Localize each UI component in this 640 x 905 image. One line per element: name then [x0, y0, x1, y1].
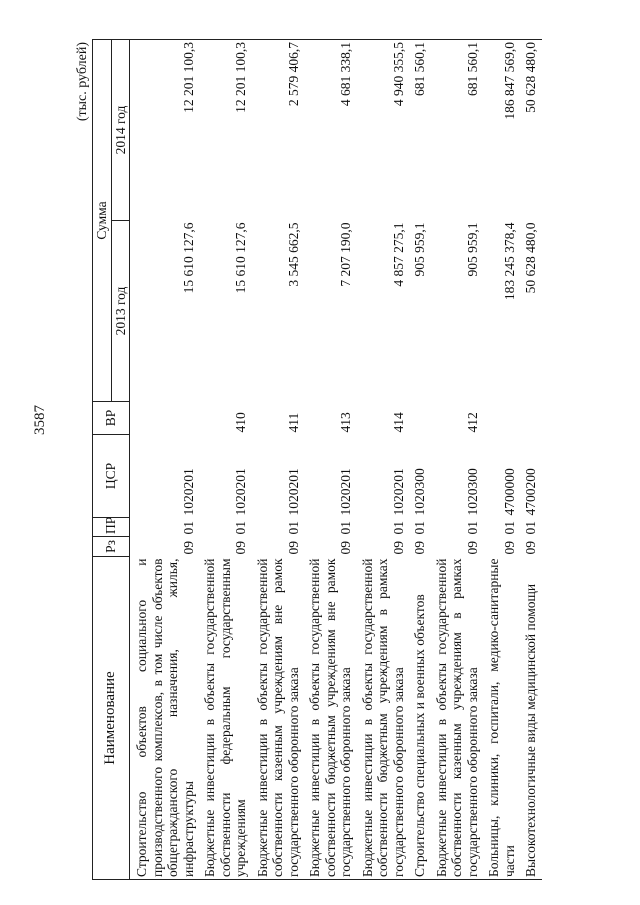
- row-pr: 01: [285, 521, 301, 535]
- row-vr: 412: [464, 412, 480, 433]
- row-sum-2013: 4 857 275,1: [390, 222, 406, 287]
- row-vr: 411: [285, 412, 301, 433]
- table-row: [198, 39, 251, 879]
- row-rz: 09: [523, 541, 538, 555]
- row-rz: 09: [501, 541, 517, 555]
- row-rz: 09: [412, 541, 427, 555]
- row-name: Бюджетные инвестиции в объекты государственной собственности федеральным государственным учреждениям: [198, 557, 251, 880]
- row-sum-2013: 3 545 662,5: [285, 222, 301, 287]
- row-pr: 01: [412, 521, 427, 535]
- row-csr: 1020201: [180, 468, 196, 516]
- row-name: Больницы, клиники, госпитали, медико-санитарные части: [482, 557, 519, 880]
- table-row: [130, 39, 199, 879]
- row-csr: 1020300: [464, 468, 480, 516]
- row-sum-2014: 681 560,1: [430, 39, 483, 220]
- header-2013: 2013 год: [111, 221, 130, 402]
- table-row: [251, 39, 304, 879]
- table-row: [482, 39, 519, 879]
- row-sum-2014: 4 681 338,1: [303, 39, 356, 220]
- row-rz: 09: [390, 541, 406, 555]
- row-vr: [130, 402, 199, 435]
- header-name: Наименование: [93, 557, 130, 880]
- row-vr: [408, 402, 430, 435]
- row-sum-2014: 12 201 100,3: [198, 39, 251, 220]
- row-sum-2014: 186 847 569,0: [482, 39, 519, 220]
- row-name: Бюджетные инвестиции в объекты государственной собственности казенным учреждениям вне рамок государственного оборонного заказа: [251, 557, 304, 880]
- row-pr: 01: [464, 521, 480, 535]
- row-name: Строительство специальных и военных объектов: [408, 557, 430, 880]
- row-name: Высокотехнологичные виды медицинской помощи: [519, 557, 542, 880]
- row-vr: 414: [390, 412, 406, 433]
- budget-table: [92, 39, 542, 880]
- header-csr: ЦСР: [93, 435, 130, 518]
- row-name: Бюджетные инвестиции в объекты государственной собственности казенным учреждениям в рамках государственного оборонного заказа: [430, 557, 483, 880]
- row-rz: 09: [464, 541, 480, 555]
- row-pr: 01: [180, 521, 196, 535]
- table-row: [430, 39, 483, 879]
- row-pr: 01: [338, 521, 353, 535]
- table-header: [93, 39, 130, 879]
- row-vr: 413: [338, 412, 353, 433]
- row-vr: 410: [233, 412, 248, 433]
- header-vr: ВР: [93, 402, 130, 435]
- row-name: Бюджетные инвестиции в объекты государственной собственности бюджетным учреждениям вне рамок государственного оборонного заказа: [303, 557, 356, 880]
- table-body: [130, 39, 542, 879]
- row-sum-2014: 12 201 100,3: [130, 39, 199, 220]
- row-name: Строительство объектов социального и производственного комплексов, в том числе объектов общегражданского назначения, жилья, инфраструктуры: [130, 557, 199, 880]
- row-name: Бюджетные инвестиции в объекты государственной собственности бюджетным учреждениям в рамках государственного оборонного заказа: [356, 557, 409, 880]
- row-rz: 09: [285, 541, 301, 555]
- row-csr: 4700000: [501, 468, 517, 516]
- row-csr: 1020201: [285, 468, 301, 516]
- row-pr: 01: [523, 521, 538, 535]
- table-row: [519, 39, 542, 879]
- row-csr: 1020201: [338, 468, 353, 516]
- row-rz: 09: [180, 541, 196, 555]
- row-sum-2014: 2 579 406,7: [251, 39, 304, 220]
- row-vr: [519, 402, 542, 435]
- row-sum-2013: 15 610 127,6: [180, 222, 196, 294]
- row-sum-2013: 905 959,1: [464, 222, 480, 277]
- row-vr: [482, 402, 519, 435]
- table-row: [303, 39, 356, 879]
- row-sum-2013: 7 207 190,0: [338, 222, 353, 287]
- row-sum-2013: 905 959,1: [412, 222, 427, 277]
- row-sum-2013: 15 610 127,6: [233, 222, 248, 294]
- row-csr: 1020201: [233, 468, 248, 516]
- row-pr: 01: [390, 521, 406, 535]
- row-csr: 1020201: [390, 468, 406, 516]
- header-pr: ПР: [93, 518, 130, 537]
- row-sum-2013: 183 245 378,4: [501, 222, 517, 301]
- row-sum-2013: 50 628 480,0: [523, 222, 538, 294]
- header-2014: 2014 год: [111, 39, 130, 220]
- row-pr: 01: [501, 521, 517, 535]
- unit-note: (тыс. рублей): [75, 42, 90, 122]
- rotated-page-content: [74, 40, 538, 880]
- header-rz: Рз: [93, 537, 130, 557]
- row-csr: 4700200: [523, 468, 538, 516]
- row-pr: 01: [233, 521, 248, 535]
- table-row: [356, 39, 409, 879]
- row-sum-2014: 4 940 355,5: [356, 39, 409, 220]
- row-rz: 09: [233, 541, 248, 555]
- row-sum-2014: 681 560,1: [408, 39, 430, 220]
- table-row: [408, 39, 430, 879]
- row-csr: 1020300: [412, 468, 427, 516]
- header-sum: Сумма: [93, 39, 112, 401]
- row-sum-2014: 50 628 480,0: [519, 39, 542, 220]
- page-number: 3587: [32, 405, 48, 435]
- row-rz: 09: [338, 541, 353, 555]
